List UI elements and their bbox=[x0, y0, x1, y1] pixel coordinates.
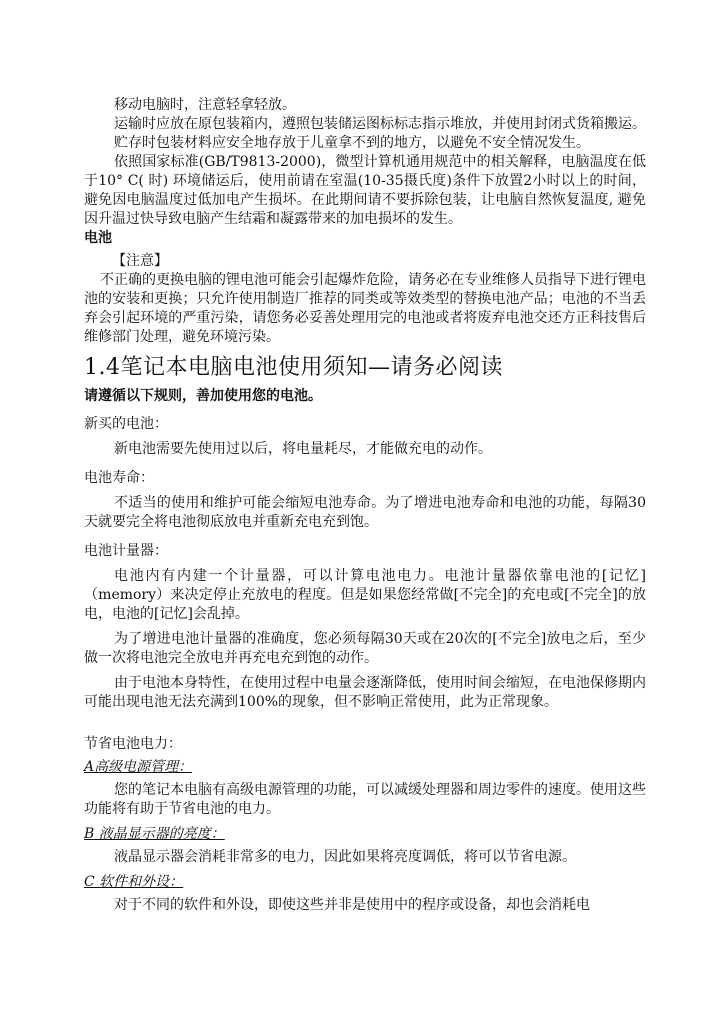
save-power-heading: 节省电池电力： bbox=[84, 736, 182, 752]
battery-meter-text-2: 为了增进电池计量器的准确度，您必须每隔30天或在20次的[不完全]放电之后，至少做一次将电池完全放电并再充电充到饱的动作。 bbox=[84, 631, 646, 666]
notice-label: 【注意】 bbox=[112, 253, 168, 269]
section-intro: 请遵循以下规则，善加使用您的电池。 bbox=[84, 388, 322, 404]
section-title: 1.4笔记本电脑电池使用须知—请务必阅读 bbox=[84, 355, 503, 380]
power-management-label: A高级电源管理： bbox=[84, 759, 193, 775]
paragraph-storage: 贮存时包装材料应安全地存放于儿童拿不到的地方，以避免不安全情况发生。 bbox=[114, 135, 590, 151]
software-peripherals-text: 对于不同的软件和外设，即使这些并非是使用中的程序或设备，却也会消耗电 bbox=[114, 897, 590, 913]
paragraph-temperature: 依照国家标准(GB/T9813-2000)，微型计算机通用规范中的相关解释，电脑温度在低于10° C( 时) 环境储运后，使用前请在室温(10-35摄氏度)条件下放置2小时以上的时间，避免因电脑温度过低加电产生损坏。在此期间请不要拆除包装，让电脑自然恢复温度, 避免因升温过快导致电脑产生结霜和凝露带来的加电损坏的发生。 bbox=[84, 154, 646, 227]
document-page bbox=[84, 96, 646, 915]
lcd-brightness-label: B 液晶显示器的亮度： bbox=[84, 826, 225, 842]
lcd-brightness-text: 液晶显示器会消耗非常多的电力，因此如果将亮度调低，将可以节省电源。 bbox=[114, 849, 576, 865]
battery-heading: 电池 bbox=[84, 230, 112, 246]
paragraph-handling: 移动电脑时，注意轻拿轻放。 bbox=[114, 97, 296, 113]
battery-meter-text-3: 由于电池本身特性，在使用过程中电量会逐渐降低，使用时间会缩短，在电池保修期内可能出现电池无法充满到100%的现象，但不影响正常使用，此为正常现象。 bbox=[84, 675, 646, 710]
paragraph-transport: 运输时应放在原包装箱内，遵照包装储运图标标志指示堆放，并使用封闭式货箱搬运。 bbox=[114, 116, 646, 132]
battery-meter-text-1: 电池内有内建一个计量器，可以计算电池电力。电池计量器依靠电池的[记忆]（memory）来决定停止充放电的程度。但是如果您经常做[不完全]的充电或[不完全]的放电，电池的[记忆]会乱掉。 bbox=[84, 568, 646, 622]
software-peripherals-label: C 软件和外设： bbox=[84, 874, 184, 890]
power-management-text: 您的笔记本电脑有高级电源管理的功能，可以减缓处理器和周边零件的速度。使用这些功能将有助于节省电池的电力。 bbox=[84, 782, 646, 817]
notice-text: 不正确的更换电脑的锂电池可能会引起爆炸危险，请务必在专业维修人员指导下进行锂电池的安装和更换；只允许使用制造厂推荐的同类或等效类型的替换电池产品；电池的不当丢弃会引起环境的严重污染，请您务必妥善处理用完的电池或者将废弃电池交还方正科技售后维修部门处理，避免环境污染。 bbox=[84, 272, 646, 345]
new-battery-text: 新电池需要先使用过以后，将电量耗尽，才能做充电的动作。 bbox=[114, 441, 492, 457]
battery-life-text: 不适当的使用和维护可能会缩短电池寿命。为了增进电池寿命和电池的功能，每隔30天就要完全将电池彻底放电并重新充电充到饱。 bbox=[84, 495, 646, 530]
battery-meter-heading: 电池计量器： bbox=[84, 543, 168, 559]
battery-life-heading: 电池寿命： bbox=[84, 470, 154, 486]
new-battery-heading: 新买的电池： bbox=[84, 416, 168, 432]
